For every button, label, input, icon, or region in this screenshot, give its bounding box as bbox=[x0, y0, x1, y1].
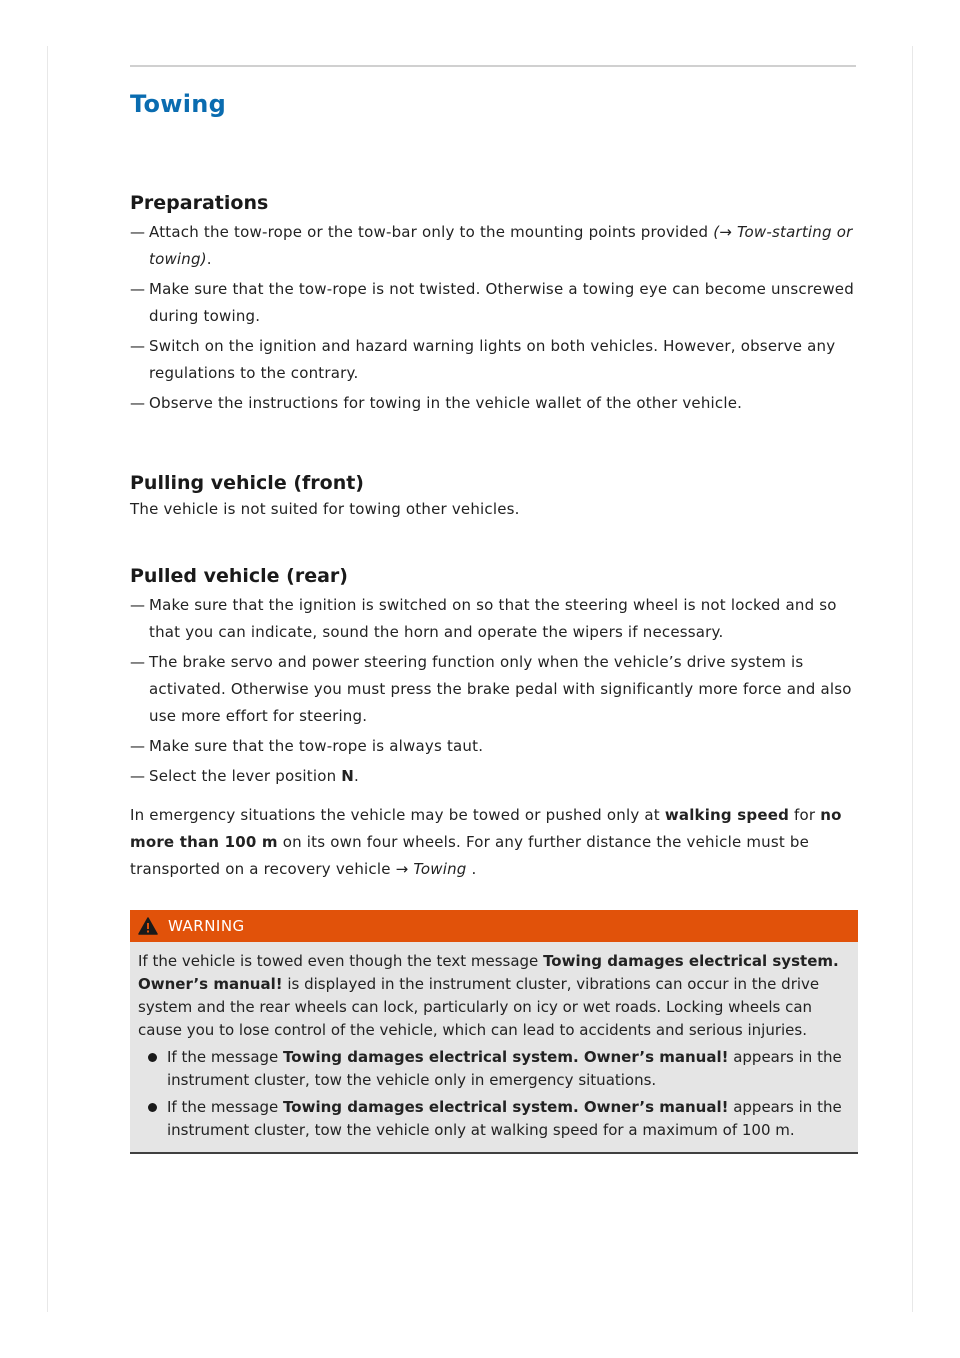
warning-text: If the vehicle is towed even though the text message bbox=[138, 952, 544, 970]
dash-marker: — bbox=[130, 394, 146, 412]
section-heading-pulling-vehicle: Pulling vehicle (front) bbox=[130, 472, 364, 494]
dash-marker: — bbox=[130, 596, 146, 614]
top-rule bbox=[130, 65, 856, 67]
list-item bbox=[130, 763, 858, 790]
list-item-text: Observe the instructions for towing in the vehicle wallet of the other vehicle. bbox=[149, 394, 743, 412]
warning-label: WARNING bbox=[168, 917, 245, 935]
pulling-vehicle-text: The vehicle is not suited for towing other vehicles. bbox=[130, 500, 520, 518]
warning-header bbox=[130, 910, 858, 942]
section-heading-preparations: Preparations bbox=[130, 192, 269, 214]
warning-message-emphasis: Towing damages electrical system. Owner’s manual! bbox=[283, 1098, 729, 1116]
warning-text: is displayed in the instrument cluster, vibrations can occur in the drive system and the rear wheels can lock, particularly on icy or wet roads. Locking wheels can cause you to lose control of the vehicle, which can lead to accidents and serious injuries. bbox=[138, 975, 820, 1039]
list-item-text: Attach the tow-rope or the tow-bar only to the mounting points provided bbox=[149, 223, 714, 241]
list-item-text: Make sure that the ignition is switched on so that the steering wheel is not locked and so that you can indicate, sound the horn and operate the wipers if necessary. bbox=[149, 596, 837, 641]
warning-bullet-item bbox=[146, 1046, 850, 1092]
list-item bbox=[130, 592, 858, 646]
page-margin-right bbox=[912, 46, 913, 1312]
section-preparations bbox=[130, 192, 858, 420]
cross-reference-link[interactable]: (→ Tow-starting or towing) bbox=[149, 223, 853, 268]
section-pulled-vehicle bbox=[130, 565, 858, 883]
warning-triangle-icon bbox=[138, 917, 158, 935]
list-item-text-end: . bbox=[206, 250, 212, 268]
list-item bbox=[130, 333, 858, 387]
emergency-text: . bbox=[466, 860, 477, 878]
dash-marker: — bbox=[130, 223, 146, 241]
warning-box bbox=[130, 910, 858, 1154]
list-item bbox=[130, 390, 858, 417]
list-item bbox=[130, 219, 858, 273]
list-item bbox=[130, 276, 858, 330]
dash-marker: — bbox=[130, 653, 146, 671]
list-item-text: Switch on the ignition and hazard warning lights on both vehicles. However, observe any regulations to the contrary. bbox=[149, 337, 836, 382]
warning-text: If the message bbox=[167, 1048, 284, 1066]
list-item-text: Make sure that the tow-rope is always taut. bbox=[149, 737, 484, 755]
list-item-text: Select the lever position bbox=[149, 767, 342, 785]
dash-marker: — bbox=[130, 767, 146, 785]
warning-text: If the message bbox=[167, 1098, 284, 1116]
bullet-dot-icon bbox=[148, 1103, 157, 1112]
warning-message-emphasis: Towing damages electrical system. Owner’s manual! bbox=[283, 1048, 729, 1066]
warning-message-emphasis: Towing damages electrical system. Owner’s manual! bbox=[138, 952, 839, 993]
cross-reference-link[interactable]: → Towing bbox=[395, 860, 467, 878]
pulled-vehicle-list bbox=[130, 592, 858, 790]
list-item-text: Make sure that the tow-rope is not twisted. Otherwise a towing eye can become unscrewed during towing. bbox=[149, 280, 854, 325]
dash-marker: — bbox=[130, 337, 146, 355]
list-item-text-end: . bbox=[354, 767, 359, 785]
warning-bullet-list bbox=[138, 1046, 850, 1142]
emergency-text: for bbox=[789, 806, 821, 824]
section-pulling-vehicle bbox=[130, 472, 858, 523]
lever-position-value: N bbox=[341, 767, 355, 785]
preparations-list bbox=[130, 219, 858, 417]
bullet-dot-icon bbox=[148, 1053, 157, 1062]
warning-bullet-item bbox=[146, 1096, 850, 1142]
list-item bbox=[130, 733, 858, 760]
emergency-text: on its own four wheels. For any further distance the vehicle must be transported on a recovery vehicle bbox=[130, 833, 810, 878]
page-title: Towing bbox=[130, 90, 227, 118]
page-margin-left bbox=[47, 46, 48, 1312]
warning-body bbox=[130, 942, 858, 1152]
emergency-emphasis: no more than 100 m bbox=[130, 806, 842, 851]
emergency-paragraph bbox=[130, 802, 858, 883]
section-heading-pulled-vehicle: Pulled vehicle (rear) bbox=[130, 565, 348, 587]
emergency-text: In emergency situations the vehicle may be towed or pushed only at bbox=[130, 806, 665, 824]
emergency-emphasis: walking speed bbox=[664, 806, 790, 824]
list-item bbox=[130, 649, 858, 730]
dash-marker: — bbox=[130, 280, 146, 298]
list-item-text: The brake servo and power steering function only when the vehicle’s drive system is activated. Otherwise you must press the brake pedal with significantly more force and also use more effort for steering. bbox=[149, 653, 852, 725]
warning-text: appears in the instrument cluster, tow the vehicle only at walking speed for a maximum of 100 m. bbox=[167, 1098, 842, 1139]
warning-text: appears in the instrument cluster, tow the vehicle only in emergency situations. bbox=[167, 1048, 842, 1089]
dash-marker: — bbox=[130, 737, 146, 755]
warning-intro bbox=[138, 950, 850, 1042]
